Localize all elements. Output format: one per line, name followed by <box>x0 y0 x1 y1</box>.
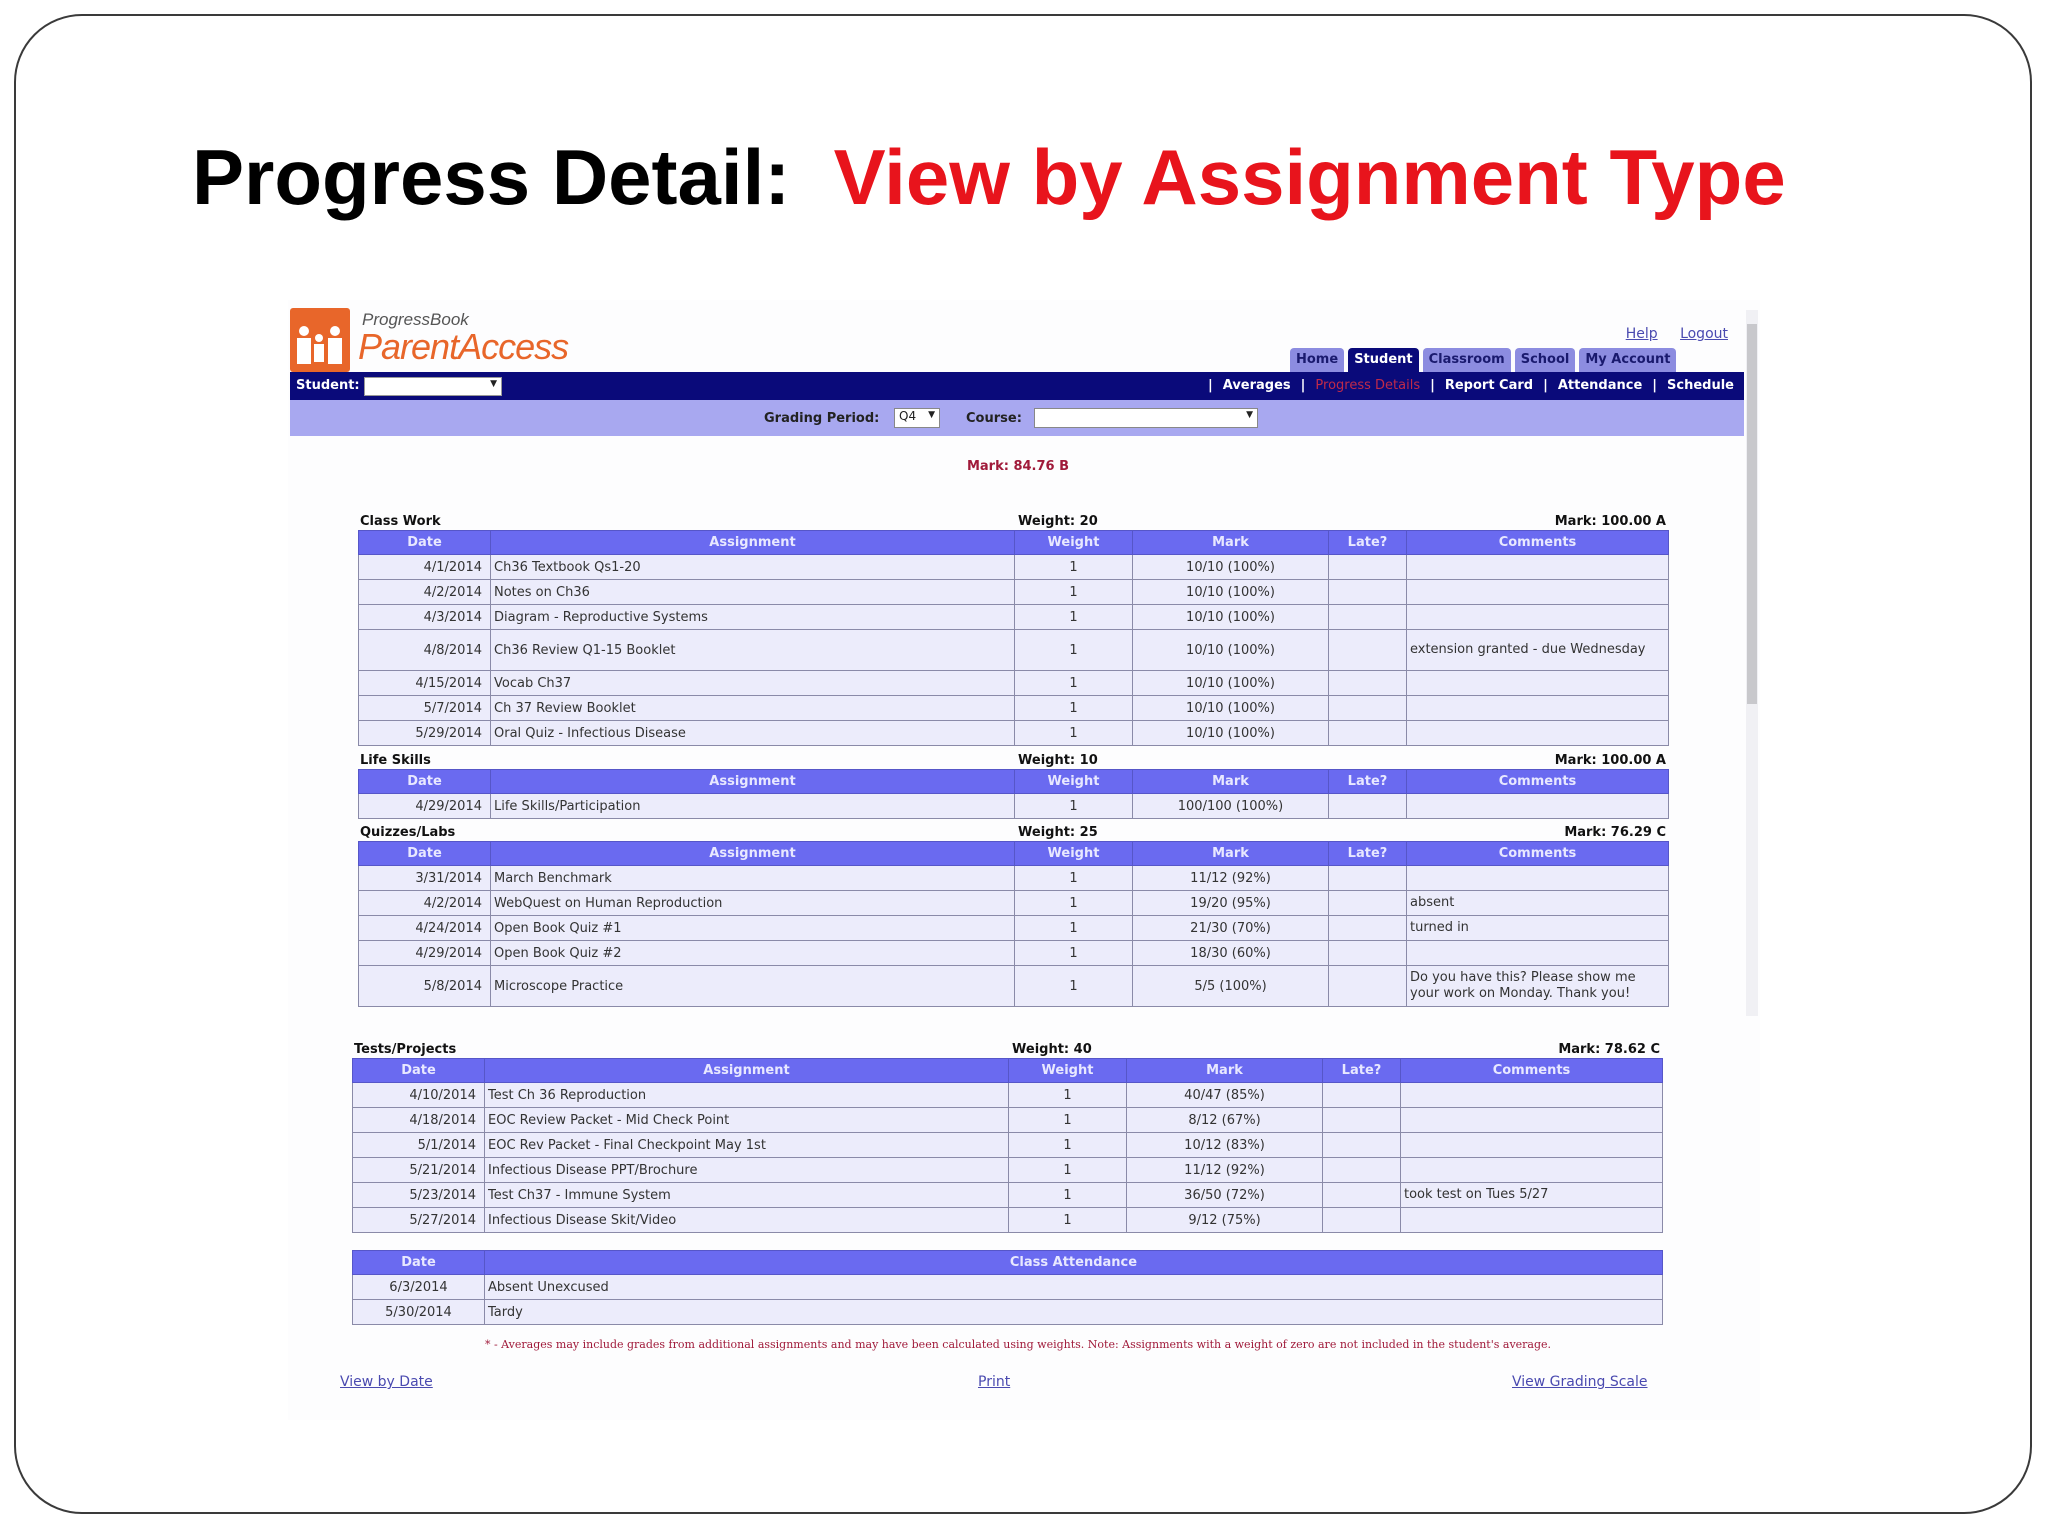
section-weight: Weight: 25 <box>1018 825 1098 840</box>
cell-mark: 10/10 (100%) <box>1133 580 1329 605</box>
nav-schedule[interactable]: Schedule <box>1667 378 1734 393</box>
cell-comments <box>1401 1133 1663 1158</box>
cell-comments <box>1401 1158 1663 1183</box>
col-header-date: Date <box>359 531 491 555</box>
slide-title-red: View by Assignment Type <box>833 133 1786 221</box>
main-tabs <box>1290 348 1676 372</box>
cell-late <box>1329 891 1407 916</box>
cell-assignment: Ch36 Review Q1-15 Booklet <box>491 630 1015 671</box>
table-row <box>353 1083 1663 1108</box>
cell-date: 4/8/2014 <box>359 630 491 671</box>
cell-mark: 36/50 (72%) <box>1127 1183 1323 1208</box>
col-header-date: Date <box>359 842 491 866</box>
print-link[interactable]: Print <box>978 1374 1011 1390</box>
section-mark: Mark: 100.00 A <box>1554 753 1666 768</box>
section-header <box>358 751 1668 769</box>
nav-report-card[interactable]: Report Card <box>1444 378 1534 393</box>
logo-progressbook: ProgressBook <box>362 310 469 329</box>
table-row <box>359 671 1669 696</box>
sub-nav: | Averages | Progress Details | Report Card | Attendance | Schedule <box>1207 378 1734 393</box>
cell-attendance: Tardy <box>485 1300 1663 1325</box>
cell-mark: 10/12 (83%) <box>1127 1133 1323 1158</box>
table-row <box>359 630 1669 671</box>
cell-weight: 1 <box>1009 1133 1127 1158</box>
overall-mark: Mark: 84.76 B <box>966 459 1070 474</box>
cell-weight: 1 <box>1015 916 1133 941</box>
cell-mark: 11/12 (92%) <box>1133 866 1329 891</box>
cell-mark: 9/12 (75%) <box>1127 1208 1323 1233</box>
section-weight: Weight: 20 <box>1018 514 1098 529</box>
chevron-down-icon: ▼ <box>1246 410 1253 420</box>
table-row <box>359 580 1669 605</box>
cell-date: 5/21/2014 <box>353 1158 485 1183</box>
cell-weight: 1 <box>1015 555 1133 580</box>
cell-mark: 21/30 (70%) <box>1133 916 1329 941</box>
cell-comments <box>1407 941 1669 966</box>
section-name: Tests/Projects <box>354 1042 457 1057</box>
cell-assignment: Oral Quiz - Infectious Disease <box>491 721 1015 746</box>
table-row <box>359 941 1669 966</box>
section-header <box>358 823 1668 841</box>
tab-school[interactable]: School <box>1515 348 1576 372</box>
assignment-section <box>358 751 1668 819</box>
section-weight: Weight: 10 <box>1018 753 1098 768</box>
col-header-assignment: Assignment <box>491 842 1015 866</box>
slide-title <box>192 132 1786 223</box>
course-label: Course: <box>966 411 1022 426</box>
cell-date: 5/1/2014 <box>353 1133 485 1158</box>
assignments-table <box>358 841 1669 1007</box>
cell-weight: 1 <box>1015 721 1133 746</box>
cell-weight: 1 <box>1015 671 1133 696</box>
col-header-late: Late? <box>1329 770 1407 794</box>
family-logo-icon <box>290 308 350 372</box>
grading-period-value: Q4 <box>899 409 917 423</box>
cell-late <box>1329 555 1407 580</box>
cell-comments <box>1407 696 1669 721</box>
col-header-weight: Weight <box>1015 531 1133 555</box>
cell-comments <box>1407 671 1669 696</box>
cell-assignment: Diagram - Reproductive Systems <box>491 605 1015 630</box>
col-header-mark: Mark <box>1133 770 1329 794</box>
table-row <box>353 1208 1663 1233</box>
student-select[interactable] <box>364 377 502 396</box>
cell-comments: Do you have this? Please show me your work on Monday. Thank you! <box>1407 966 1669 1007</box>
view-grading-scale-link[interactable]: View Grading Scale <box>1512 1374 1648 1390</box>
help-link[interactable]: Help <box>1625 326 1658 342</box>
col-header-mark: Mark <box>1127 1059 1323 1083</box>
col-header-weight: Weight <box>1009 1059 1127 1083</box>
cell-weight: 1 <box>1015 696 1133 721</box>
cell-date: 4/24/2014 <box>359 916 491 941</box>
cell-date: 4/29/2014 <box>359 794 491 819</box>
cell-assignment: Infectious Disease Skit/Video <box>485 1208 1009 1233</box>
cell-assignment: Life Skills/Participation <box>491 794 1015 819</box>
cell-mark: 10/10 (100%) <box>1133 605 1329 630</box>
cell-late <box>1329 580 1407 605</box>
col-header-comments: Comments <box>1401 1059 1663 1083</box>
cell-weight: 1 <box>1015 966 1133 1007</box>
attendance-table <box>352 1250 1663 1325</box>
cell-assignment: EOC Rev Packet - Final Checkpoint May 1st <box>485 1133 1009 1158</box>
grading-period-select[interactable] <box>894 408 940 428</box>
table-row <box>353 1300 1663 1325</box>
cell-date: 5/29/2014 <box>359 721 491 746</box>
table-row <box>359 794 1669 819</box>
cell-comments <box>1407 555 1669 580</box>
section-mark: Mark: 76.29 C <box>1564 825 1666 840</box>
cell-assignment: Test Ch37 - Immune System <box>485 1183 1009 1208</box>
assignments-table <box>358 769 1669 819</box>
cell-assignment: Open Book Quiz #2 <box>491 941 1015 966</box>
chevron-down-icon: ▼ <box>490 379 497 389</box>
filter-bar <box>290 400 1744 436</box>
cell-assignment: EOC Review Packet - Mid Check Point <box>485 1108 1009 1133</box>
view-by-date-link[interactable]: View by Date <box>340 1374 433 1390</box>
col-header-weight: Weight <box>1015 770 1133 794</box>
table-row <box>353 1108 1663 1133</box>
cell-date: 4/18/2014 <box>353 1108 485 1133</box>
cell-date: 4/29/2014 <box>359 941 491 966</box>
parentaccess-page <box>288 300 1748 1410</box>
cell-late <box>1329 866 1407 891</box>
cell-date: 5/27/2014 <box>353 1208 485 1233</box>
cell-attendance: Absent Unexcused <box>485 1275 1663 1300</box>
tab-home[interactable]: Home <box>1290 348 1344 372</box>
cell-late <box>1323 1108 1401 1133</box>
cell-mark: 10/10 (100%) <box>1133 721 1329 746</box>
cell-assignment: WebQuest on Human Reproduction <box>491 891 1015 916</box>
cell-mark: 19/20 (95%) <box>1133 891 1329 916</box>
cell-comments <box>1407 580 1669 605</box>
tab-student[interactable]: Student <box>1348 348 1418 372</box>
table-row <box>353 1275 1663 1300</box>
cell-assignment: March Benchmark <box>491 866 1015 891</box>
cell-weight: 1 <box>1009 1158 1127 1183</box>
cell-late <box>1329 794 1407 819</box>
cell-late <box>1323 1133 1401 1158</box>
col-header-weight: Weight <box>1015 842 1133 866</box>
col-header-mark: Mark <box>1133 842 1329 866</box>
logo-parentaccess: ParentAccess <box>358 326 569 367</box>
cell-late <box>1329 966 1407 1007</box>
student-label: Student: <box>296 378 360 393</box>
logout-link[interactable]: Logout <box>1680 326 1728 342</box>
scrollbar-thumb[interactable] <box>1747 324 1757 704</box>
table-row <box>359 721 1669 746</box>
cell-weight: 1 <box>1009 1208 1127 1233</box>
cell-comments: turned in <box>1407 916 1669 941</box>
col-header-assignment: Assignment <box>485 1059 1009 1083</box>
table-row <box>359 696 1669 721</box>
nav-attendance[interactable]: Attendance <box>1557 378 1643 393</box>
averages-footnote: * - Averages may include grades from additional assignments and may have been calculated using weights. Note: Assignments with a weight of zero are not included in the student's average. <box>484 1338 1552 1351</box>
section-name: Life Skills <box>360 753 431 768</box>
cell-mark: 10/10 (100%) <box>1133 555 1329 580</box>
cell-weight: 1 <box>1015 941 1133 966</box>
navbar <box>290 372 1744 400</box>
cell-mark: 11/12 (92%) <box>1127 1158 1323 1183</box>
col-header-comments: Comments <box>1407 770 1669 794</box>
cell-mark: 5/5 (100%) <box>1133 966 1329 1007</box>
table-row <box>359 605 1669 630</box>
cell-weight: 1 <box>1015 580 1133 605</box>
section-name: Class Work <box>360 514 441 529</box>
cell-weight: 1 <box>1015 891 1133 916</box>
cell-late <box>1329 941 1407 966</box>
cell-assignment: Microscope Practice <box>491 966 1015 1007</box>
table-row <box>359 891 1669 916</box>
cell-late <box>1323 1158 1401 1183</box>
grading-period-label: Grading Period: <box>764 411 880 426</box>
cell-date: 6/3/2014 <box>353 1275 485 1300</box>
section-name: Quizzes/Labs <box>360 825 456 840</box>
cell-late <box>1329 605 1407 630</box>
cell-date: 5/7/2014 <box>359 696 491 721</box>
cell-comments <box>1407 605 1669 630</box>
cell-late <box>1323 1083 1401 1108</box>
cell-comments <box>1401 1108 1663 1133</box>
cell-comments <box>1401 1083 1663 1108</box>
assignment-section <box>358 823 1668 1007</box>
cell-weight: 1 <box>1009 1108 1127 1133</box>
col-header-late: Late? <box>1329 842 1407 866</box>
tab-classroom[interactable]: Classroom <box>1423 348 1511 372</box>
assignments-table <box>352 1058 1663 1233</box>
nav-averages[interactable]: Averages <box>1222 378 1291 393</box>
cell-mark: 10/10 (100%) <box>1133 671 1329 696</box>
cell-weight: 1 <box>1009 1183 1127 1208</box>
nav-progress-details[interactable]: Progress Details <box>1315 378 1421 393</box>
table-row <box>353 1133 1663 1158</box>
cell-comments: extension granted - due Wednesday <box>1407 630 1669 671</box>
col-header-date: Date <box>359 770 491 794</box>
col-header-date: Date <box>353 1251 485 1275</box>
table-row <box>359 966 1669 1007</box>
cell-late <box>1323 1183 1401 1208</box>
screenshot <box>288 300 1760 1420</box>
col-header-late: Late? <box>1329 531 1407 555</box>
cell-assignment: Ch36 Textbook Qs1-20 <box>491 555 1015 580</box>
cell-late <box>1329 916 1407 941</box>
scrollbar[interactable] <box>1746 310 1758 1016</box>
cell-late <box>1329 671 1407 696</box>
cell-late <box>1329 630 1407 671</box>
course-select[interactable] <box>1034 408 1258 428</box>
col-header-late: Late? <box>1323 1059 1401 1083</box>
cell-date: 4/10/2014 <box>353 1083 485 1108</box>
section-weight: Weight: 40 <box>1012 1042 1092 1057</box>
section-mark: Mark: 78.62 C <box>1558 1042 1660 1057</box>
section-mark: Mark: 100.00 A <box>1554 514 1666 529</box>
cell-late <box>1329 721 1407 746</box>
col-header-comments: Comments <box>1407 842 1669 866</box>
col-header-date: Date <box>353 1059 485 1083</box>
table-row <box>359 916 1669 941</box>
assignments-table <box>358 530 1669 746</box>
cell-date: 4/1/2014 <box>359 555 491 580</box>
col-header-class-attendance: Class Attendance <box>485 1251 1663 1275</box>
section-header <box>352 1040 1662 1058</box>
cell-date: 4/2/2014 <box>359 580 491 605</box>
section-header <box>358 512 1668 530</box>
cell-assignment: Vocab Ch37 <box>491 671 1015 696</box>
attendance-section <box>352 1250 1662 1325</box>
cell-late <box>1329 696 1407 721</box>
cell-assignment: Notes on Ch36 <box>491 580 1015 605</box>
cell-assignment: Open Book Quiz #1 <box>491 916 1015 941</box>
table-row <box>353 1158 1663 1183</box>
cell-comments <box>1401 1208 1663 1233</box>
cell-weight: 1 <box>1015 605 1133 630</box>
cell-comments <box>1407 866 1669 891</box>
cell-date: 4/15/2014 <box>359 671 491 696</box>
cell-comments <box>1407 721 1669 746</box>
slide-title-black: Progress Detail: <box>192 133 791 221</box>
table-row <box>359 866 1669 891</box>
cell-late <box>1323 1208 1401 1233</box>
cell-comments <box>1407 794 1669 819</box>
cell-date: 4/3/2014 <box>359 605 491 630</box>
col-header-assignment: Assignment <box>491 531 1015 555</box>
cell-mark: 10/10 (100%) <box>1133 630 1329 671</box>
cell-weight: 1 <box>1015 794 1133 819</box>
cell-weight: 1 <box>1015 630 1133 671</box>
cell-date: 4/2/2014 <box>359 891 491 916</box>
cell-mark: 8/12 (67%) <box>1127 1108 1323 1133</box>
cell-assignment: Test Ch 36 Reproduction <box>485 1083 1009 1108</box>
cell-mark: 18/30 (60%) <box>1133 941 1329 966</box>
cell-date: 5/30/2014 <box>353 1300 485 1325</box>
col-header-comments: Comments <box>1407 531 1669 555</box>
col-header-assignment: Assignment <box>491 770 1015 794</box>
cell-date: 3/31/2014 <box>359 866 491 891</box>
cell-comments: absent <box>1407 891 1669 916</box>
table-row <box>359 555 1669 580</box>
tab-my-account[interactable]: My Account <box>1579 348 1676 372</box>
cell-weight: 1 <box>1015 866 1133 891</box>
cell-mark: 10/10 (100%) <box>1133 696 1329 721</box>
cell-mark: 40/47 (85%) <box>1127 1083 1323 1108</box>
cell-assignment: Infectious Disease PPT/Brochure <box>485 1158 1009 1183</box>
cell-weight: 1 <box>1009 1083 1127 1108</box>
assignment-section <box>352 1040 1662 1233</box>
assignment-section <box>358 512 1668 746</box>
col-header-mark: Mark <box>1133 531 1329 555</box>
chevron-down-icon: ▼ <box>928 410 935 420</box>
cell-assignment: Ch 37 Review Booklet <box>491 696 1015 721</box>
cell-date: 5/23/2014 <box>353 1183 485 1208</box>
top-links <box>1608 326 1728 342</box>
cell-comments: took test on Tues 5/27 <box>1401 1183 1663 1208</box>
cell-date: 5/8/2014 <box>359 966 491 1007</box>
cell-mark: 100/100 (100%) <box>1133 794 1329 819</box>
table-row <box>353 1183 1663 1208</box>
